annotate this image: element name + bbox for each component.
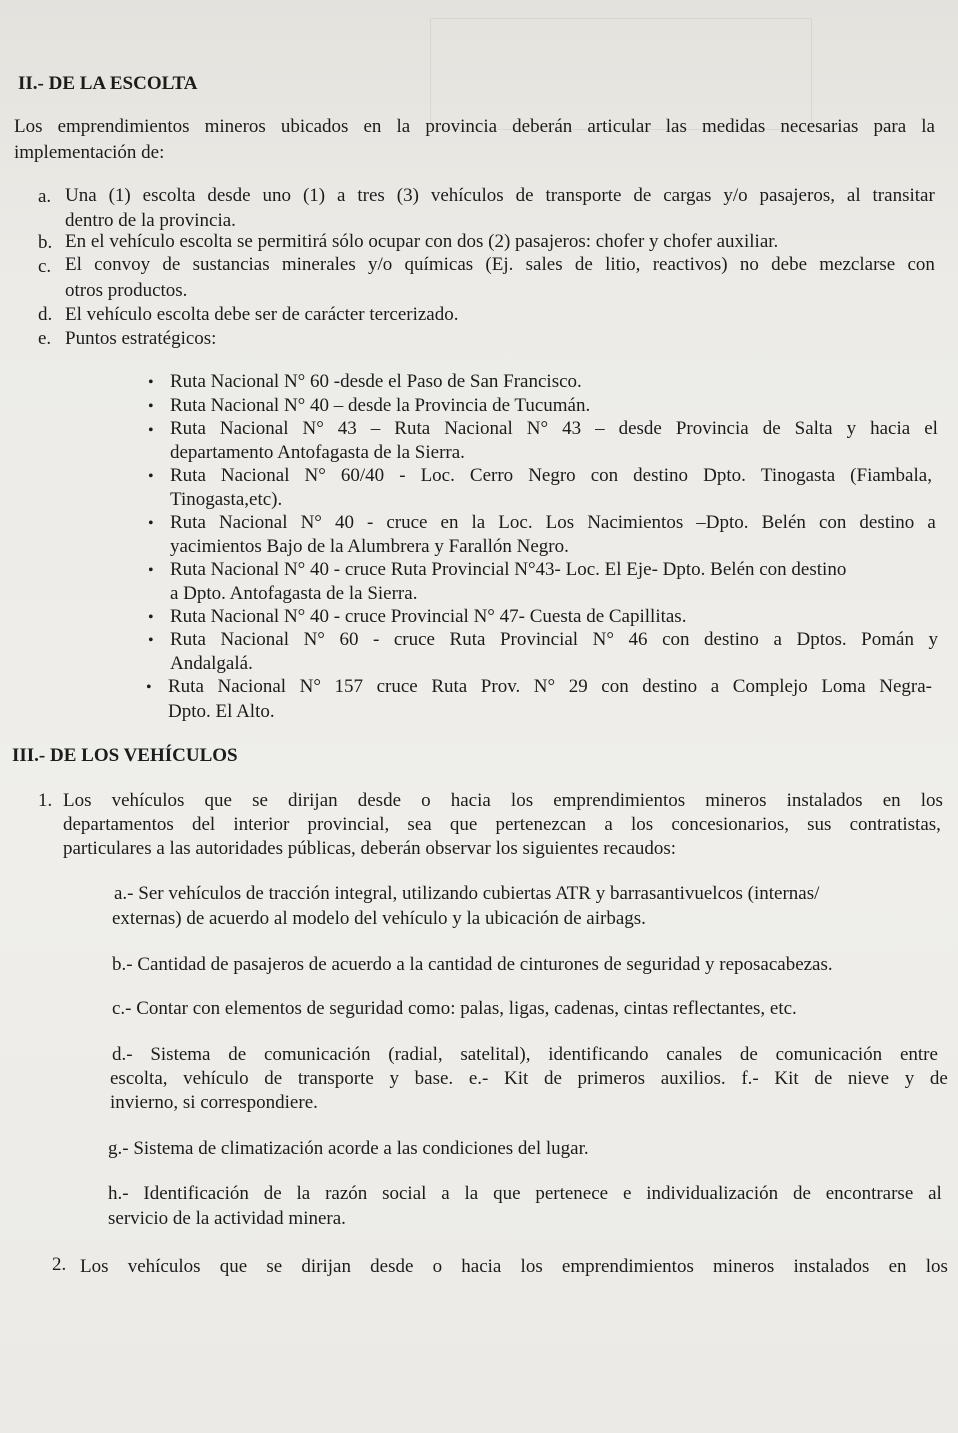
word: con: [590, 465, 619, 486]
word: escolta,: [110, 1068, 168, 1089]
word: al: [846, 185, 861, 206]
word: emprendimientos: [553, 790, 686, 811]
word: comunicación: [263, 1044, 371, 1065]
word: emprendimientos: [561, 1256, 694, 1277]
word: -: [372, 629, 380, 650]
word: canales: [666, 1044, 723, 1065]
word: Ruta: [170, 418, 206, 439]
word: Los: [14, 116, 43, 137]
word: primeros: [577, 1068, 646, 1089]
item-1-line-3: particulares a las autoridades públicas, deberán observar los siguientes recaudos:: [63, 838, 677, 859]
word: articular: [587, 116, 651, 137]
word: destino: [704, 629, 759, 650]
word: los: [920, 790, 943, 811]
word: h.-: [108, 1183, 129, 1204]
word: Nacional: [219, 418, 289, 439]
word: nieve: [847, 1068, 890, 1089]
word: o: [432, 1256, 443, 1277]
word: de: [263, 1183, 282, 1204]
word: -: [399, 465, 406, 486]
word: interior: [233, 814, 290, 835]
word: en: [440, 512, 459, 533]
point-1-line-1: Ruta Nacional N° 60 -desde el Paso de San Francisco.: [170, 371, 582, 392]
item-1-line-2: [63, 814, 941, 836]
bullet-icon: •: [148, 468, 154, 485]
bleed-through-stamp: [430, 18, 812, 130]
word: e.-: [468, 1068, 489, 1089]
word: 29: [568, 676, 588, 697]
item-1-marker: 1.: [38, 790, 53, 811]
word: –: [370, 418, 381, 439]
word: desde: [370, 1256, 414, 1277]
word: Complejo: [732, 676, 808, 697]
point-5-line-1: [170, 512, 936, 534]
word: Los: [545, 512, 575, 533]
word: que: [493, 1183, 521, 1204]
word: mineros: [204, 116, 266, 137]
word: de: [792, 1183, 811, 1204]
item-d-line-1: El vehículo escolta debe ser de carácter tercerizado.: [65, 304, 459, 325]
word: de: [739, 1044, 758, 1065]
point-2-line-1: Ruta Nacional N° 40 – desde la Provincia de Tucumán.: [170, 395, 591, 416]
word: Ruta: [170, 512, 206, 533]
word: N°: [592, 629, 614, 650]
word: Identificación: [143, 1183, 249, 1204]
word: Ruta: [170, 629, 206, 650]
item-e-marker: e.: [38, 328, 52, 349]
word: a: [337, 185, 346, 206]
word: dirijan: [288, 790, 338, 811]
word: Nacional: [220, 629, 290, 650]
section-ii-intro-line-1: [14, 116, 935, 138]
word: Cerro: [469, 465, 514, 486]
word: encontrarse: [825, 1183, 914, 1204]
word: Belén: [761, 512, 806, 533]
word: hacia: [461, 1256, 502, 1277]
word: N°: [303, 629, 325, 650]
word: cargas: [663, 185, 712, 206]
point-7-line-1: Ruta Nacional N° 40 - cruce Provincial N° 47- Cuesta de Capillitas.: [170, 606, 687, 627]
word: se: [252, 790, 268, 811]
word: Los: [63, 790, 92, 811]
word: los: [510, 790, 534, 811]
word: transitar: [872, 185, 935, 206]
word: vehículos: [127, 1256, 201, 1277]
item-2-line-1: [80, 1256, 948, 1278]
point-9-line-1: [168, 676, 932, 698]
word: hacia: [450, 790, 491, 811]
word: mezclarse: [819, 254, 896, 275]
word: e: [622, 1183, 632, 1204]
word: la: [921, 116, 935, 137]
word: sea: [407, 814, 432, 835]
word: pasajeros,: [759, 185, 835, 206]
sub-g: g.- Sistema de climatización acorde a las condiciones del lugar.: [108, 1138, 589, 1159]
word: con: [662, 629, 690, 650]
word: el: [924, 418, 938, 439]
word: minerales: [281, 254, 356, 275]
word: instalados: [793, 1256, 870, 1277]
sub-h-line-1: [108, 1183, 942, 1205]
item-c-line-2: otros productos.: [65, 280, 188, 301]
word: satelital),: [460, 1044, 531, 1065]
item-d-marker: d.: [38, 304, 53, 325]
word: deberán: [512, 116, 573, 137]
word: mineros: [713, 1256, 775, 1277]
word: en: [363, 116, 382, 137]
word: vehículo: [183, 1068, 249, 1089]
word: litio,: [605, 254, 641, 275]
sub-c: c.- Contar con elementos de seguridad como: palas, ligas, cadenas, cintas reflectantes, etc.: [112, 998, 797, 1019]
word: N°: [302, 418, 324, 439]
word: Nacional: [217, 676, 287, 697]
word: la: [464, 1183, 479, 1204]
word: a: [441, 1183, 450, 1204]
word: a: [773, 629, 782, 650]
word: la: [296, 1183, 311, 1204]
word: necesarias: [780, 116, 859, 137]
sub-d-line-2: [110, 1068, 948, 1090]
word: la: [396, 116, 411, 137]
word: con: [907, 254, 935, 275]
bullet-icon: •: [148, 398, 154, 415]
word: Ruta: [394, 418, 431, 439]
word: 43: [337, 418, 357, 439]
word: N°: [526, 418, 549, 439]
word: d.-: [112, 1044, 133, 1065]
item-e-line-1: Puntos estratégicos:: [65, 328, 217, 349]
word: provincial,: [307, 814, 390, 835]
word: Nacimientos: [587, 512, 684, 533]
word: y: [846, 418, 857, 439]
word: Ruta: [168, 676, 204, 697]
point-6-line-1: Ruta Nacional N° 40 - cruce Ruta Provincial N°43- Loc. El Eje- Dpto. Belén con destino: [170, 559, 847, 580]
item-2-marker: 2.: [52, 1254, 67, 1275]
word: ubicados: [280, 116, 349, 137]
word: los: [520, 1256, 543, 1277]
word: las: [665, 116, 687, 137]
word: El: [65, 254, 82, 275]
word: (3): [396, 185, 419, 206]
word: sus: [807, 814, 832, 835]
bullet-icon: •: [148, 422, 154, 439]
word: 60: [339, 629, 359, 650]
word: concesionarios,: [671, 814, 789, 835]
word: los: [630, 814, 654, 835]
item-b-marker: b.: [38, 232, 53, 253]
item-b-line-1: En el vehículo escolta se permitirá sólo ocupar con dos (2) pasajeros: chofer y chofer auxiliar.: [65, 231, 779, 252]
word: la: [471, 512, 486, 533]
word: que: [219, 1256, 248, 1277]
point-9-line-2: Dpto. El Alto.: [168, 701, 275, 722]
word: Nacional: [218, 512, 288, 533]
word: a: [927, 512, 936, 533]
word: Salta: [794, 418, 833, 439]
word: Loc.: [498, 512, 533, 533]
item-a-marker: a.: [38, 186, 52, 207]
word: vehículos: [430, 185, 504, 206]
word: Ruta: [431, 676, 468, 697]
word: de: [264, 1068, 283, 1089]
word: Nacional: [220, 465, 290, 486]
word: N°: [533, 676, 556, 697]
sub-a-line-1: a.- Ser vehículos de tracción integral, utilizando cubiertas ATR y barrasantivuelcos (internas/: [114, 883, 820, 904]
word: sustancias: [192, 254, 270, 275]
point-4-line-1: [170, 465, 932, 487]
bullet-icon: •: [148, 632, 154, 649]
word: (radial,: [388, 1044, 443, 1065]
word: y/o: [723, 185, 748, 206]
word: Una: [65, 185, 97, 206]
word: uno: [262, 185, 292, 206]
section-ii-heading: II.- DE LA ESCOLTA: [18, 73, 198, 94]
word: Provincial: [499, 629, 579, 650]
word: destino: [859, 512, 915, 533]
word: Loma: [821, 676, 866, 697]
item-a-line-2: dentro de la provincia.: [65, 210, 236, 231]
word: Provincia: [675, 418, 749, 439]
word: f.-: [741, 1068, 759, 1089]
word: al: [928, 1183, 942, 1204]
word: del: [191, 814, 216, 835]
word: 40: [334, 512, 354, 533]
word: de: [543, 1068, 562, 1089]
word: Negro: [528, 465, 576, 486]
word: instalados: [786, 790, 863, 811]
word: o: [421, 790, 431, 811]
word: destino: [642, 676, 698, 697]
word: sales: [525, 254, 563, 275]
word: Pomán: [861, 629, 914, 650]
word: en: [888, 1256, 907, 1277]
bullet-icon: •: [146, 679, 152, 696]
word: cruce: [386, 512, 428, 533]
word: –Dpto.: [696, 512, 749, 533]
word: Ruta: [170, 465, 206, 486]
word: de: [162, 254, 181, 275]
point-5-line-2: yacimientos Bajo de la Alumbrera y Farallón Negro.: [170, 536, 569, 557]
word: departamentos: [63, 814, 174, 835]
word: que: [449, 814, 478, 835]
word: 157: [334, 676, 364, 697]
word: social: [382, 1183, 427, 1204]
word: de: [515, 185, 534, 206]
word: con: [818, 512, 847, 533]
word: desde: [207, 185, 251, 206]
word: y/o: [368, 254, 393, 275]
word: medidas: [701, 116, 766, 137]
word: de: [762, 418, 781, 439]
word: emprendimientos: [57, 116, 190, 137]
word: (Fiambala,: [850, 465, 932, 486]
word: N°: [300, 512, 322, 533]
item-c-line-1: [65, 254, 935, 276]
word: contratistas,: [849, 814, 941, 835]
bullet-icon: •: [148, 374, 154, 391]
word: Sistema: [150, 1044, 211, 1065]
word: transporte: [297, 1068, 374, 1089]
section-ii-intro-line-2: implementación de:: [14, 142, 165, 163]
sub-h-line-2: servicio de la actividad minera.: [108, 1208, 346, 1229]
word: de: [633, 185, 652, 206]
item-a-line-1: [65, 185, 935, 207]
word: Dpto.: [703, 465, 746, 486]
word: Kit: [504, 1068, 529, 1089]
word: (1): [302, 185, 326, 206]
word: (Ej.: [485, 254, 514, 275]
word: los: [925, 1256, 948, 1277]
word: pertenezcan: [495, 814, 587, 835]
point-4-line-2: Tinogasta,etc).: [170, 489, 283, 510]
word: Ruta: [449, 629, 486, 650]
word: entre: [899, 1044, 938, 1065]
sub-a-line-2: externas) de acuerdo al modelo del vehículo y la ubicación de airbags.: [112, 908, 646, 929]
word: a: [710, 676, 720, 697]
word: y: [904, 1068, 915, 1089]
word: de: [929, 1068, 948, 1089]
word: Dptos.: [796, 629, 847, 650]
word: base.: [414, 1068, 454, 1089]
word: 46: [628, 629, 648, 650]
point-8-line-2: Andalgalá.: [170, 653, 253, 674]
word: hacia: [870, 418, 911, 439]
word: vehículos: [111, 790, 185, 811]
word: reactivos): [652, 254, 728, 275]
word: N°: [299, 676, 321, 697]
word: escolta: [142, 185, 196, 206]
bullet-icon: •: [148, 562, 154, 579]
word: para: [873, 116, 907, 137]
word: Nacional: [444, 418, 513, 439]
word: a: [604, 814, 613, 835]
item-1-line-1: [63, 790, 943, 812]
word: identificando: [548, 1044, 649, 1065]
word: transporte: [545, 185, 622, 206]
word: (1): [108, 185, 131, 206]
word: químicas: [404, 254, 474, 275]
word: –: [595, 418, 605, 439]
word: cruce: [376, 676, 418, 697]
word: destino: [633, 465, 689, 486]
word: que: [204, 790, 232, 811]
word: de: [814, 1068, 833, 1089]
item-c-marker: c.: [38, 256, 52, 277]
word: Loc.: [420, 465, 455, 486]
sub-d-line-1: [112, 1044, 938, 1066]
section-iii-heading: III.- DE LOS VEHÍCULOS: [12, 745, 238, 766]
sub-d-line-3: invierno, si correspondiere.: [110, 1092, 318, 1113]
word: pertenece: [535, 1183, 609, 1204]
word: dirijan: [301, 1256, 351, 1277]
word: provincia: [425, 116, 498, 137]
word: desde: [618, 418, 662, 439]
word: cruce: [393, 629, 435, 650]
bullet-icon: •: [148, 515, 154, 532]
word: y: [389, 1068, 399, 1089]
word: -: [366, 512, 374, 533]
word: de: [574, 254, 593, 275]
word: convoy: [94, 254, 151, 275]
word: individualización: [646, 1183, 779, 1204]
word: 43: [562, 418, 582, 439]
word: con: [601, 676, 629, 697]
word: auxilios.: [660, 1068, 726, 1089]
word: tres: [357, 185, 385, 206]
word: no: [739, 254, 759, 275]
word: Kit: [774, 1068, 799, 1089]
point-3-line-2: departamento Antofagasta de la Sierra.: [170, 442, 465, 463]
word: Tinogasta: [760, 465, 836, 486]
word: y: [928, 629, 938, 650]
point-8-line-1: [170, 629, 938, 651]
word: 60/40: [340, 465, 385, 486]
sub-b: b.- Cantidad de pasajeros de acuerdo a la cantidad de cinturones de seguridad y reposacabezas.: [112, 954, 833, 975]
word: N°: [304, 465, 326, 486]
word: Negra-: [879, 676, 932, 697]
word: Los: [80, 1256, 109, 1277]
word: razón: [325, 1183, 368, 1204]
word: debe: [771, 254, 808, 275]
word: Prov.: [480, 676, 521, 697]
bullet-icon: •: [148, 609, 154, 626]
word: se: [266, 1256, 283, 1277]
word: mineros: [705, 790, 767, 811]
word: de: [228, 1044, 247, 1065]
word: desde: [357, 790, 402, 811]
point-3-line-1: [170, 418, 938, 440]
word: comunicación: [775, 1044, 883, 1065]
point-6-line-2: a Dpto. Antofagasta de la Sierra.: [170, 583, 418, 604]
word: en: [882, 790, 901, 811]
